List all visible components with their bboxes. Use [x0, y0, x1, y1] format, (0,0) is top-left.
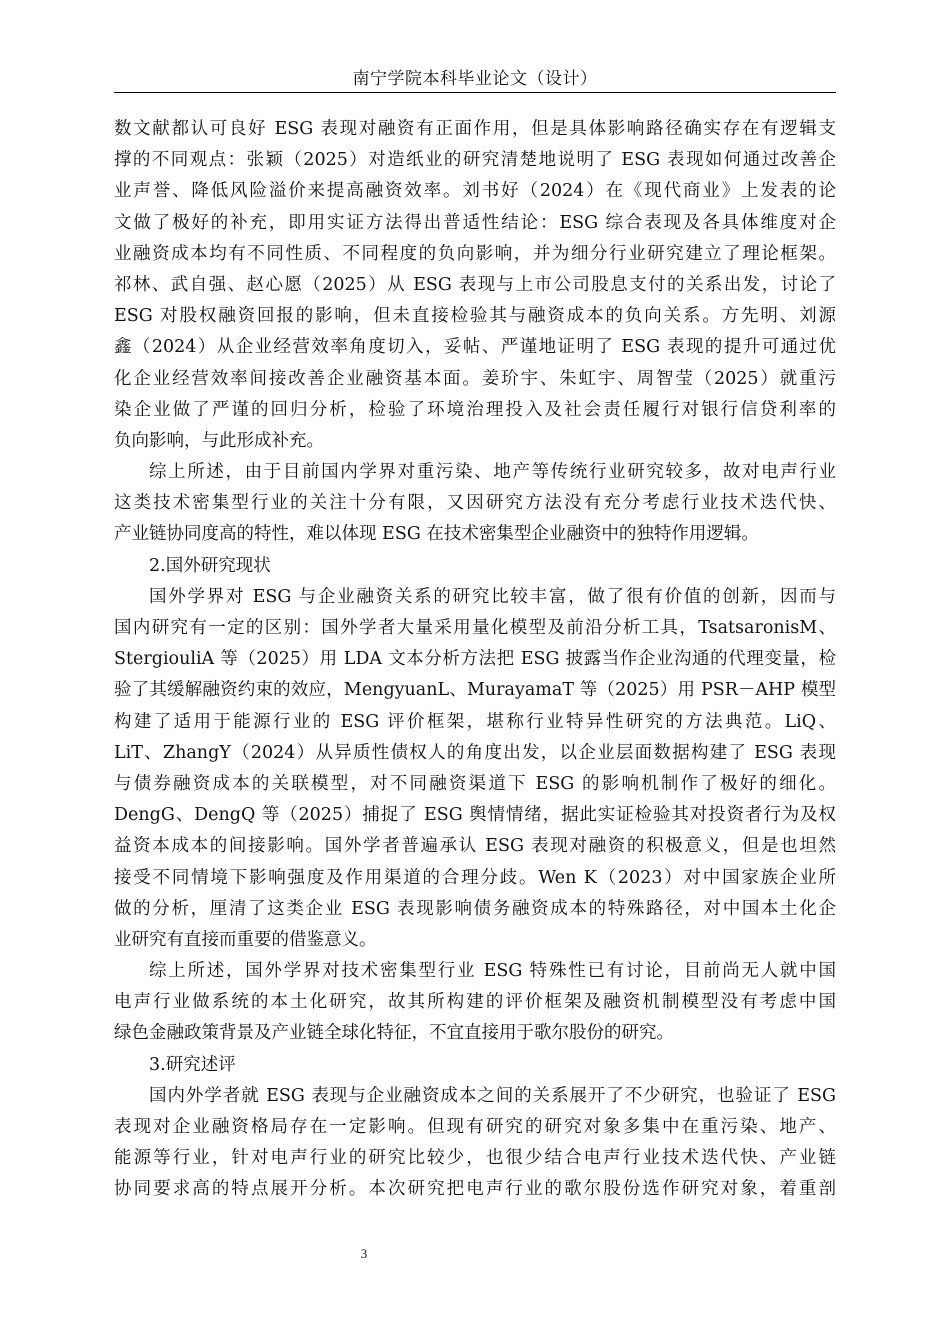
text-line: 染企业做了严谨的回归分析，检验了环境治理投入及社会责任履行对银行信贷利率的	[114, 399, 836, 420]
text-line: 数文献都认可良好 ESG 表现对融资有正面作用，但是具体影响路径确实存在有逻辑支	[114, 119, 836, 139]
text-line: 电声行业做系统的本土化研究，故其所构建的评价框架及融资机制模型没有考虑中国	[114, 992, 836, 1013]
text-line: 负向影响，与此形成补充。	[114, 430, 324, 451]
text-line: 国内研究有一定的区别：国外学者大量采用量化模型及前沿分析工具，TsatsaronisM、	[114, 618, 836, 638]
text-line: 验了其缓解融资约束的效应，MengyuanL、MurayamaT 等（2025）用 PSR－AHP 模型	[114, 680, 836, 701]
text-line: 益资本成本的间接影响。国外学者普遍承认 ESG 表现对融资的积极意义，但是也坦然	[114, 836, 836, 857]
page-header-title: 南宁学院本科毕业论文（设计）	[352, 69, 598, 89]
text-line: 这类技术密集型行业的关注十分有限，又因研究方法没有充分考虑行业技术迭代快、	[114, 493, 836, 514]
text-line: 国外学界对 ESG 与企业融资关系的研究比较丰富，做了很有价值的创新，因而与	[149, 586, 836, 607]
text-line: 祁林、武自强、赵心愿（2025）从 ESG 表现与上市公司股息支付的关系出发，讨论了	[114, 274, 836, 295]
text-line: DengG、DengQ 等（2025）捕捉了 ESG 舆情情绪，据此实证检验其对投资者行为及权	[114, 805, 836, 826]
text-line: 与债券融资成本的关联模型，对不同融资渠道下 ESG 的影响机制作了极好的细化。	[114, 773, 836, 794]
text-line: 能源等行业，针对电声行业的研究比较少，也很少结合电声行业技术迭代快、产业链	[114, 1148, 836, 1169]
text-line: 3.研究述评	[149, 1054, 236, 1075]
text-line: 综上所述，国外学界对技术密集型行业 ESG 特殊性已有讨论，目前尚无人就中国	[149, 961, 836, 982]
text-line: LiT、ZhangY（2024）从异质性债权人的角度出发，以企业层面数据构建了 ESG 表现	[114, 742, 836, 763]
text-line: StergiouliA 等（2025）用 LDA 文本分析方法把 ESG 披露当作企业沟通的代理变量，检	[114, 649, 836, 670]
text-line: 化企业经营效率间接改善企业融资基本面。姜玠宇、朱虹宇、周智莹（2025）就重污	[114, 368, 836, 389]
text-line: 产业链协同度高的特性，难以体现 ESG 在技术密集型企业融资中的独特作用逻辑。	[114, 524, 759, 545]
text-line: 接受不同情境下影响强度及作用渠道的合理分歧。Wen K（2023）对中国家族企业所	[114, 867, 836, 888]
text-line: 2.国外研究现状	[149, 555, 271, 576]
page-number: 3	[360, 1246, 368, 1261]
text-line: ESG 对股权融资回报的影响，但未直接检验其与融资成本的负向关系。方先明、刘源	[114, 306, 836, 327]
text-line: 综上所述，由于目前国内学界对重污染、地产等传统行业研究较多，故对电声行业	[149, 462, 836, 483]
text-line: 业声誉、降低风险溢价来提高融资效率。刘书好（2024）在《现代商业》上发表的论	[114, 181, 836, 202]
text-line: 绿色金融政策背景及产业链全球化特征，不宜直接用于歌尔股份的研究。	[114, 1023, 674, 1044]
text-line: 国内外学者就 ESG 表现与企业融资成本之间的关系展开了不少研究，也验证了 ESG	[149, 1085, 836, 1106]
text-line: 业研究有直接而重要的借鉴意义。	[114, 929, 377, 950]
text-line: 做的分析，厘清了这类企业 ESG 表现影响债务融资成本的特殊路径，对中国本土化企	[114, 898, 836, 919]
text-line: 表现对企业融资格局存在一定影响。但现有研究的研究对象多集中在重污染、地产、	[114, 1117, 836, 1137]
text-line: 撑的不同观点：张颖（2025）对造纸业的研究清楚地说明了 ESG 表现如何通过改善企	[114, 150, 836, 171]
text-line: 构建了适用于能源行业的 ESG 评价框架，堪称行业特异性研究的方法典范。LiQ、	[114, 711, 836, 732]
text-line: 协同要求高的特点展开分析。本次研究把电声行业的歌尔股份选作研究对象，着重剖	[114, 1179, 836, 1200]
body-text	[114, 114, 836, 1206]
text-line: 业融资成本均有不同性质、不同程度的负向影响，并为细分行业研究建立了理论框架。	[114, 243, 836, 264]
header-divider	[114, 92, 836, 93]
text-line: 文做了极好的补充，即用实证方法得出普适性结论：ESG 综合表现及各具体维度对企	[114, 212, 836, 233]
text-line: 鑫（2024）从企业经营效率角度切入，妥帖、严谨地证明了 ESG 表现的提升可通过优	[114, 337, 836, 358]
